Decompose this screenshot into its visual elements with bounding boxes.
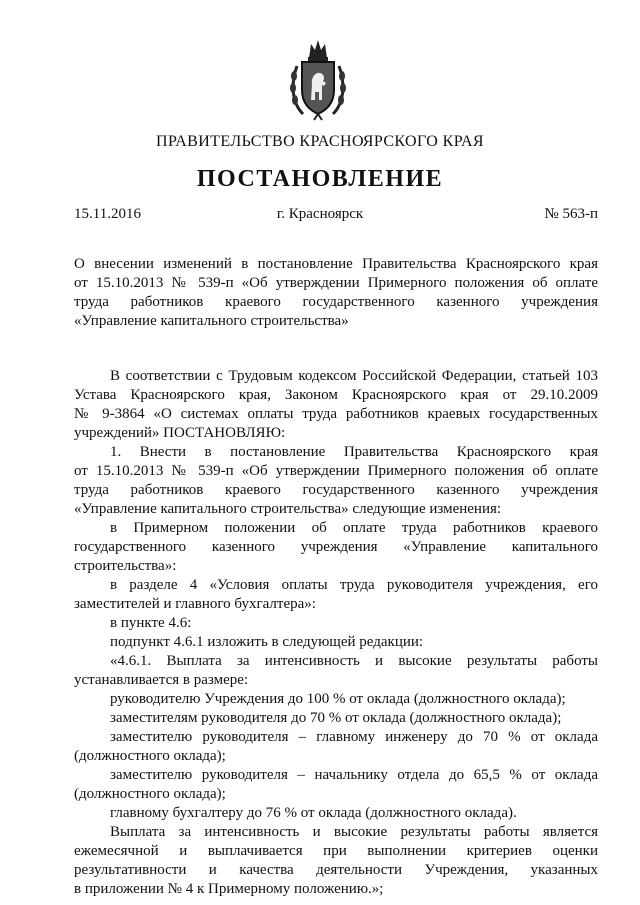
body-line: № 9-3864 «О системах оплаты труда работников краевых государственных [74, 406, 598, 422]
coat-of-arms-emblem [287, 36, 349, 122]
body-line: подпункт 4.6.1 изложить в следующей редакции: [110, 634, 424, 650]
subject-line: труда работников краевого государственного казенного учреждения [74, 294, 598, 310]
body-line: Устава Красноярского края, Законом Красноярского края от 29.10.2009 [74, 387, 598, 403]
body-line: государственного казенного учреждения «Управление капитального [74, 539, 598, 555]
body-line: руководителю Учреждения до 100 % от оклада (должностного оклада); [110, 691, 566, 707]
government-name: ПРАВИТЕЛЬСТВО КРАСНОЯРСКОГО КРАЯ [156, 133, 484, 150]
document-city: г. Красноярск [276, 206, 364, 222]
document-date: 15.11.2016 [74, 206, 141, 222]
body-line: заместителю руководителя – начальнику отдела до 65,5 % от оклада [110, 767, 598, 783]
body-line: устанавливается в размере: [74, 672, 249, 688]
body-line: (должностного оклада); [74, 786, 226, 802]
body-line: (должностного оклада); [74, 748, 226, 764]
body-line: учреждений» ПОСТАНОВЛЯЮ: [74, 425, 286, 441]
body-line: 1. Внести в постановление Правительства Красноярского края [110, 444, 598, 460]
body-line: заместителей и главного бухгалтера»: [74, 596, 316, 612]
document-number: № 563-п [544, 206, 598, 222]
subject-line: О внесении изменений в постановление Правительства Красноярского края [74, 256, 598, 272]
body-line: результативности и качества деятельности Учреждения, указанных [74, 862, 598, 878]
body-line: «Управление капитального строительства» следующие изменения: [74, 501, 502, 517]
body-line: заместителю руководителя – главному инженеру до 70 % от оклада [110, 729, 598, 745]
body-line: от 15.10.2013 № 539-п «Об утверждении Примерного положения об оплате [74, 463, 598, 479]
body-line: главному бухгалтеру до 76 % от оклада (должностного оклада). [110, 805, 517, 821]
body-line: ежемесячной и выплачивается при выполнении критериев оценки [74, 843, 598, 859]
subject-line: от 15.10.2013 № 539-п «Об утверждении Примерного положения об оплате [74, 275, 598, 291]
body-line: в Примерном положении об оплате труда работников краевого [110, 520, 598, 536]
body-line: В соответствии с Трудовым кодексом Российской Федерации, статьей 103 [110, 368, 598, 384]
body-line: заместителям руководителя до 70 % от оклада (должностного оклада); [110, 710, 562, 726]
body-line: Выплата за интенсивность и высокие результаты работы является [110, 824, 598, 840]
document-type-title: ПОСТАНОВЛЕНИЕ [196, 166, 444, 192]
body-line: в разделе 4 «Условия оплаты труда руководителя учреждения, его [110, 577, 598, 593]
body-line: «4.6.1. Выплата за интенсивность и высокие результаты работы [110, 653, 598, 669]
body-line: в пункте 4.6: [110, 615, 192, 631]
body-line: труда работников краевого государственного казенного учреждения [74, 482, 598, 498]
body-line: в приложении № 4 к Примерному положению.»; [74, 881, 384, 897]
subject-line: «Управление капитального строительства» [74, 313, 349, 329]
body-line: строительства»: [74, 558, 177, 574]
